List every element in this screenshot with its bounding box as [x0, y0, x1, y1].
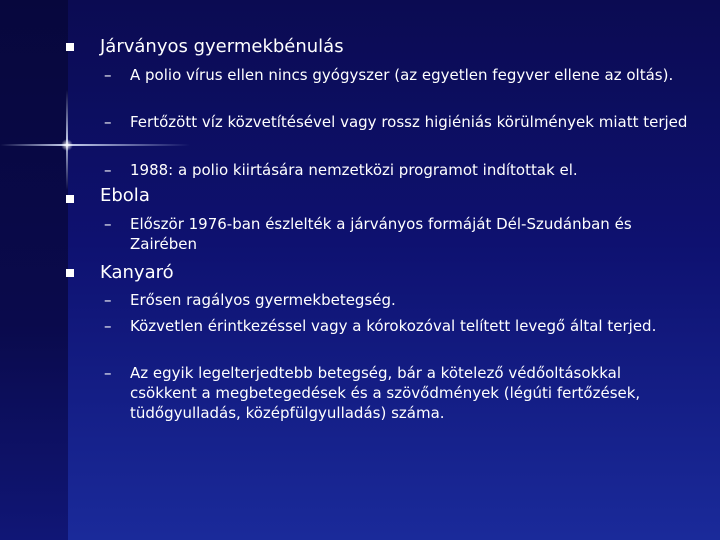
dash-marker: – — [104, 66, 112, 84]
dash-marker: – — [104, 113, 112, 131]
sub-item-measles-2: Közvetlen érintkezéssel vagy a kórokozóval telített levegő által terjed. — [130, 317, 657, 335]
square-bullet-icon — [66, 269, 74, 277]
dash-marker: – — [104, 215, 112, 233]
section-heading-ebola: Ebola — [100, 185, 150, 206]
square-bullet-icon — [66, 43, 74, 51]
sub-item-polio-3: 1988: a polio kiirtására nemzetközi programot indítottak el. — [130, 161, 578, 179]
sub-item-measles-1: Erősen ragályos gyermekbetegség. — [130, 291, 396, 309]
sub-item-measles-3: Az egyik legelterjedtebb betegség, bár a kötelező védőoltásokkal csökkent a megbetegedések és a szövődmények (légúti fertőzések, tüdőgyulladás, középfülgyulladás) száma. — [130, 364, 641, 422]
sub-item-polio-1: A polio vírus ellen nincs gyógyszer (az egyetlen fegyver ellene az oltás). — [130, 66, 674, 84]
sub-item-polio-2: Fertőzött víz közvetítésével vagy rossz higiéniás körülmények miatt terjed — [130, 113, 688, 131]
section-heading-polio: Járványos gyermekbénulás — [100, 36, 344, 57]
dash-marker: – — [104, 364, 112, 382]
section-heading-measles: Kanyaró — [100, 262, 174, 283]
dash-marker: – — [104, 291, 112, 309]
dash-marker: – — [104, 317, 112, 335]
sub-item-ebola-1: Először 1976-ban észlelték a járványos formáját Dél-Szudánban és Zairében — [130, 215, 632, 253]
dash-marker: – — [104, 161, 112, 179]
square-bullet-icon — [66, 195, 74, 203]
